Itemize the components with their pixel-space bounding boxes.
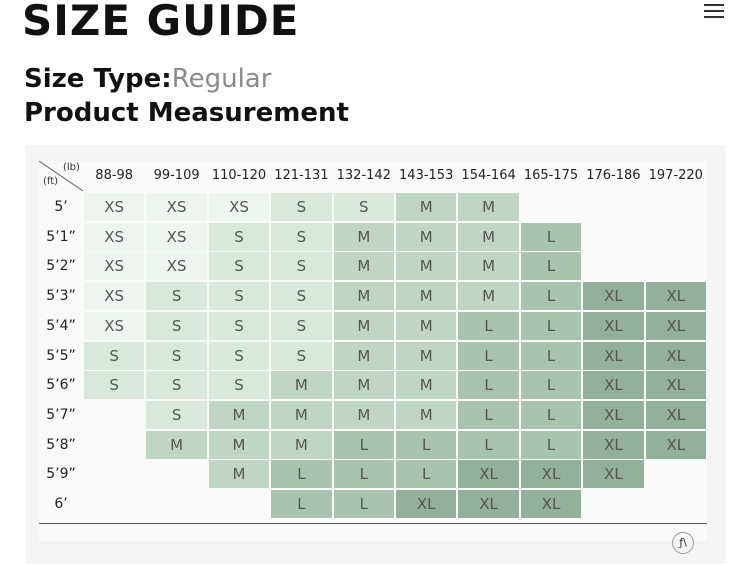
size-cell: XL xyxy=(583,312,643,340)
size-cell: L xyxy=(334,460,394,488)
height-label: 5’6” xyxy=(46,377,76,394)
size-cell: L xyxy=(458,342,518,370)
size-cell: XL xyxy=(521,460,581,488)
size-cell: XL xyxy=(458,490,518,518)
size-cell: XL xyxy=(646,401,706,429)
size-cell: XS xyxy=(84,223,144,251)
weight-range-header: 121-131 xyxy=(274,168,329,183)
size-cell: XS xyxy=(84,312,144,340)
weight-range-header: 154-164 xyxy=(461,168,516,183)
size-cell: L xyxy=(458,431,518,459)
size-cell: XL xyxy=(646,342,706,370)
size-cell: M xyxy=(271,401,331,429)
size-cell: L xyxy=(458,401,518,429)
size-cell: M xyxy=(458,282,518,310)
size-cell: S xyxy=(209,223,269,251)
height-label: 5’ xyxy=(54,199,68,215)
size-cell: L xyxy=(396,460,456,488)
menu-icon[interactable] xyxy=(704,4,724,18)
size-cell: XL xyxy=(521,490,581,518)
size-cell: S xyxy=(271,193,331,221)
size-cell: L xyxy=(396,431,456,459)
size-cell: M xyxy=(334,252,394,280)
size-cell: L xyxy=(334,431,394,459)
size-cell: XL xyxy=(583,460,643,488)
size-cell: M xyxy=(334,401,394,429)
height-label: 5’2” xyxy=(46,258,76,275)
size-cell: M xyxy=(458,223,518,251)
size-cell: M xyxy=(396,401,456,429)
size-cell: L xyxy=(521,252,581,280)
brand-logo-icon: ƒ\ xyxy=(672,532,694,554)
size-cell: XL xyxy=(583,371,643,399)
size-cell: XS xyxy=(146,252,206,280)
size-cell: S xyxy=(209,282,269,310)
size-cell: XL xyxy=(396,490,456,518)
size-cell: S xyxy=(146,312,206,340)
size-cell: S xyxy=(209,371,269,399)
weight-range-header: 132-142 xyxy=(336,168,391,183)
size-type-label: Size Type: xyxy=(24,64,172,94)
size-cell: S xyxy=(146,282,206,310)
size-cell: M xyxy=(209,431,269,459)
size-chart-table xyxy=(39,161,707,541)
size-cell: XL xyxy=(583,342,643,370)
size-cell: S xyxy=(146,342,206,370)
menu-bar xyxy=(704,10,724,12)
menu-bar xyxy=(704,16,724,18)
weight-range-header: 110-120 xyxy=(211,168,267,183)
size-cell: XL xyxy=(583,401,643,429)
size-cell: L xyxy=(334,490,394,518)
size-cell: S xyxy=(209,312,269,340)
table-corner-header xyxy=(39,161,83,191)
size-cell: XL xyxy=(646,282,706,310)
weight-range-header: 99-109 xyxy=(153,168,200,183)
size-cell: S xyxy=(334,193,394,221)
size-cell: M xyxy=(396,282,456,310)
height-label: 5’3” xyxy=(46,288,76,305)
size-cell: XS xyxy=(84,282,144,310)
weight-range-header: 165-175 xyxy=(523,168,579,183)
height-label: 5’1” xyxy=(46,228,76,245)
size-cell: L xyxy=(521,312,581,340)
size-cell: XL xyxy=(646,431,706,459)
size-cell: L xyxy=(521,401,581,429)
size-cell: XL xyxy=(583,282,643,310)
size-cell: XS xyxy=(84,252,144,280)
size-cell: XL xyxy=(458,460,518,488)
table-bottom-divider xyxy=(39,523,707,524)
section-title: Product Measurement xyxy=(24,98,349,128)
size-cell: M xyxy=(271,431,331,459)
size-cell: XL xyxy=(583,431,643,459)
size-cell: S xyxy=(271,223,331,251)
height-label: 5’4” xyxy=(46,317,76,334)
size-cell: M xyxy=(396,252,456,280)
height-unit-label: (ft) xyxy=(43,176,59,187)
size-cell: S xyxy=(209,342,269,370)
size-cell: L xyxy=(271,490,331,518)
height-label: 5’5” xyxy=(46,347,76,364)
size-cell: M xyxy=(334,342,394,370)
size-type xyxy=(24,62,271,96)
size-cell: M xyxy=(334,312,394,340)
size-cell: S xyxy=(271,282,331,310)
size-cell: L xyxy=(521,371,581,399)
size-cell: XL xyxy=(646,371,706,399)
size-cell: L xyxy=(271,460,331,488)
size-cell: XS xyxy=(146,193,206,221)
size-cell: XS xyxy=(209,193,269,221)
size-cell: M xyxy=(396,342,456,370)
size-cell: L xyxy=(458,371,518,399)
size-cell: XS xyxy=(84,193,144,221)
size-cell: L xyxy=(521,342,581,370)
size-cell: L xyxy=(521,282,581,310)
height-label: 5’7” xyxy=(46,406,76,423)
size-cell: S xyxy=(84,371,144,399)
menu-bar xyxy=(704,4,724,6)
size-cell: M xyxy=(334,371,394,399)
size-cell: S xyxy=(84,342,144,370)
weight-range-header: 143-153 xyxy=(399,168,454,183)
size-cell: S xyxy=(271,312,331,340)
size-cell: XL xyxy=(646,312,706,340)
weight-range-header: 197-220 xyxy=(648,168,703,183)
weight-range-header: 88-98 xyxy=(95,168,134,183)
weight-range-header: 176-186 xyxy=(586,168,641,183)
size-type-value: Regular xyxy=(171,64,272,94)
size-cell: S xyxy=(271,342,331,370)
height-label: 6’ xyxy=(54,496,68,512)
size-cell: S xyxy=(146,371,206,399)
size-cell: M xyxy=(146,431,206,459)
page-title: SIZE GUIDE xyxy=(22,0,300,45)
size-cell: M xyxy=(396,312,456,340)
size-cell: M xyxy=(209,460,269,488)
size-cell: S xyxy=(209,252,269,280)
size-cell: L xyxy=(521,431,581,459)
size-cell: M xyxy=(396,223,456,251)
size-cell: M xyxy=(271,371,331,399)
size-cell: M xyxy=(334,223,394,251)
size-cell: M xyxy=(396,371,456,399)
size-cell: S xyxy=(271,252,331,280)
height-label: 5’8” xyxy=(46,436,76,453)
size-cell: L xyxy=(458,312,518,340)
size-cell: L xyxy=(521,223,581,251)
size-cell: M xyxy=(458,193,518,221)
size-cell: M xyxy=(209,401,269,429)
size-cell: S xyxy=(146,401,206,429)
size-cell: M xyxy=(458,252,518,280)
size-cell: XS xyxy=(146,223,206,251)
size-cell: M xyxy=(334,282,394,310)
weight-unit-label: (lb) xyxy=(63,162,80,173)
height-label: 5’9” xyxy=(46,466,76,483)
size-cell: M xyxy=(396,193,456,221)
